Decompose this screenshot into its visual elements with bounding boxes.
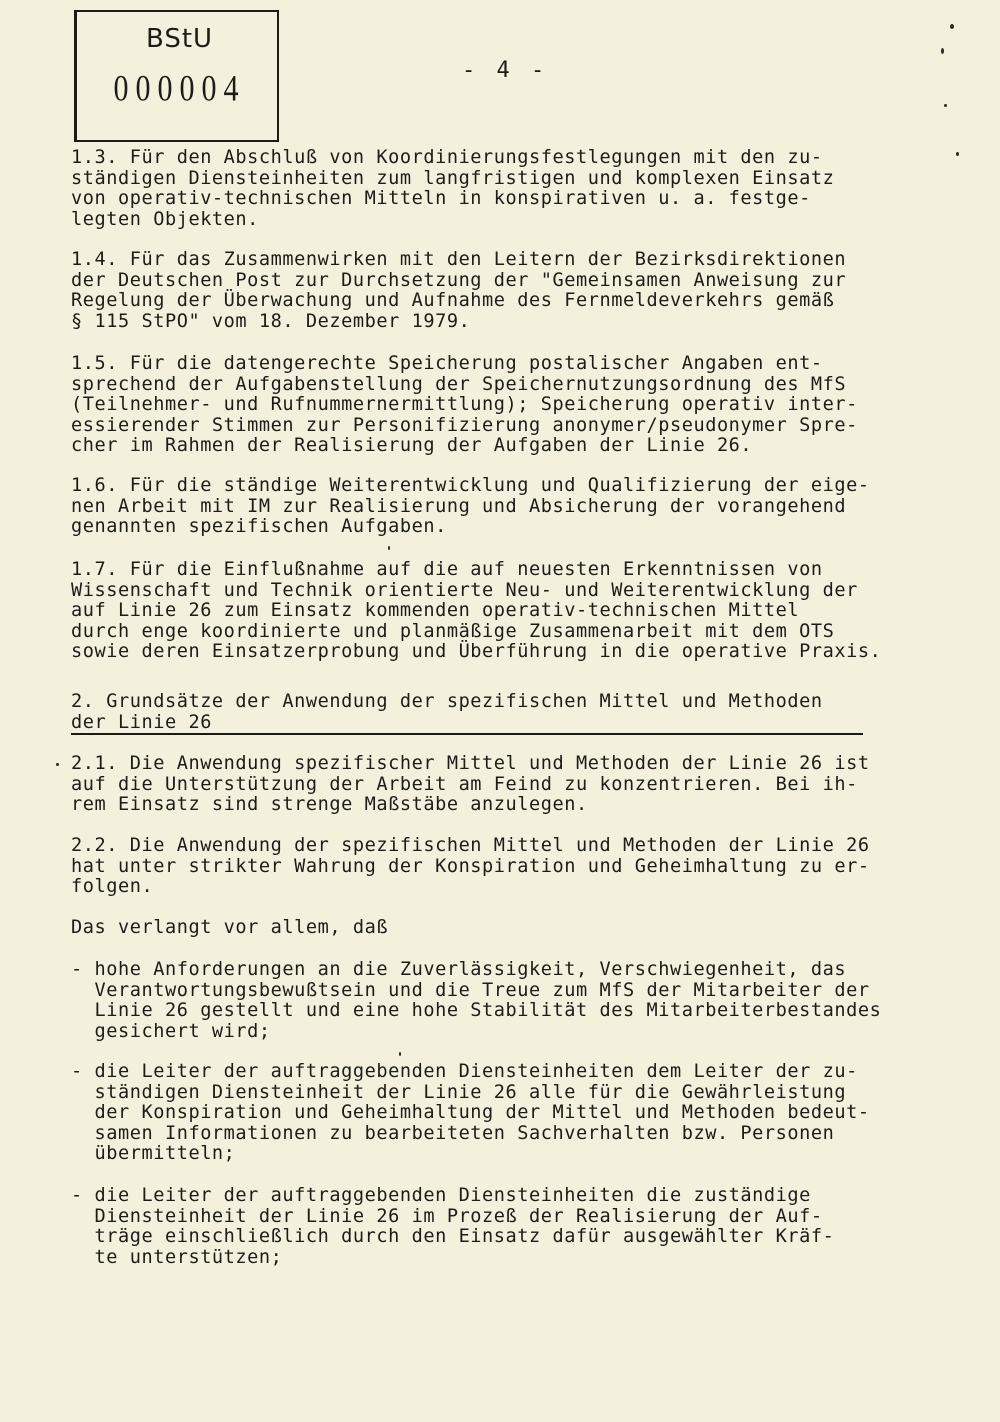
paragraph-1-3: 1.3. Für den Abschluß von Koordinierungsfestlegungen mit den zu- ständigen Diensteinheiten zum langfristigen und komplexen Einsatz von operativ-technischen Mitteln in konspirativen u. a. festge- legten Objekten. (71, 147, 835, 230)
bullet-item-3: - die Leiter der auftraggebenden Diensteinheiten die zuständige Diensteinheit der Linie 26 im Prozeß der Realisierung der Auf- träge einschließlich durch den Einsatz dafür ausgewählter Kräf- te unterstützen; (71, 1185, 835, 1268)
section-2-heading: 2. Grundsätze der Anwendung der spezifischen Mittel und Methoden der Linie 26 (71, 692, 863, 735)
stamp-number: 000004 (113, 67, 246, 109)
scan-speck (399, 1052, 401, 1056)
intro-line: Das verlangt vor allem, daß (71, 917, 389, 938)
bullet-item-2: - die Leiter der auftraggebenden Diensteinheiten dem Leiter der zu- ständigen Diensteinheit der Linie 26 alle für die Gewährleistung der Konspiration und Geheimhaltung der Mittel und Methoden bedeut- samen Informationen zu bearbeiteten Sachverhalten bzw. Personen übermitteln; (71, 1061, 870, 1165)
paragraph-1-7: 1.7. Für die Einflußnahme auf die auf neuesten Erkenntnissen von Wissenschaft und Technik orientierte Neu- und Weiterentwicklung der auf Linie 26 zum Einsatz kommenden operativ-technischen Mittel durch enge koordinierte und planmäßige Zusammenarbeit mit dem OTS sowie deren Einsatzerprobung und Überführung in die operative Praxis. (71, 559, 882, 663)
paragraph-1-4: 1.4. Für das Zusammenwirken mit den Leitern der Bezirksdirektionen der Deutschen Post zur Durchsetzung der "Gemeinsamen Anweisung zur Regelung der Überwachung und Aufnahme des Fernmeldeverkehrs gemäß § 115 StPO" vom 18. Dezember 1979. (71, 249, 847, 332)
scan-speck (944, 104, 947, 107)
scan-speck (56, 763, 59, 766)
scan-speck (941, 48, 944, 54)
paragraph-1-5: 1.5. Für die datengerechte Speicherung postalischer Angaben ent- sprechend der Aufgabenstellung der Speichernutzungsordnung des MfS (Teilnehmer- und Rufnummernermittlung); Speicherung operativ inter- essierender Stimmen zur Personifizierung anonymer/pseudonymer Spre- cher im Rahmen der Realisierung der Aufgaben der Linie 26. (71, 353, 858, 457)
stamp-title: BStU (145, 24, 214, 54)
bullet-item-1: - hohe Anforderungen an die Zuverlässigkeit, Verschwiegenheit, das Verantwortungsbewußtsein und die Treue zum MfS der Mitarbeiter der Linie 26 gestellt und eine hohe Stabilität des Mitarbeiterbestandes gesichert wird; (71, 959, 882, 1042)
scan-speck (388, 546, 390, 550)
archive-stamp (74, 10, 279, 142)
scan-speck (950, 24, 954, 29)
paragraph-2-2: 2.2. Die Anwendung der spezifischen Mittel und Methoden der Linie 26 hat unter strikter Wahrung der Konspiration und Geheimhaltung zu er- folgen. (71, 835, 870, 898)
page-number: - 4 - (462, 58, 549, 83)
paragraph-2-1: 2.1. Die Anwendung spezifischer Mittel und Methoden der Linie 26 ist auf die Unterstützung der Arbeit am Feind zu konzentrieren. Bei ih- rem Einsatz sind strenge Maßstäbe anzulegen. (71, 753, 870, 816)
paragraph-1-6: 1.6. Für die ständige Weiterentwicklung und Qualifizierung der eige- nen Arbeit mit IM zur Realisierung und Absicherung der vorangehend genannten spezifischen Aufgaben. (71, 475, 870, 538)
scan-speck (956, 152, 959, 156)
